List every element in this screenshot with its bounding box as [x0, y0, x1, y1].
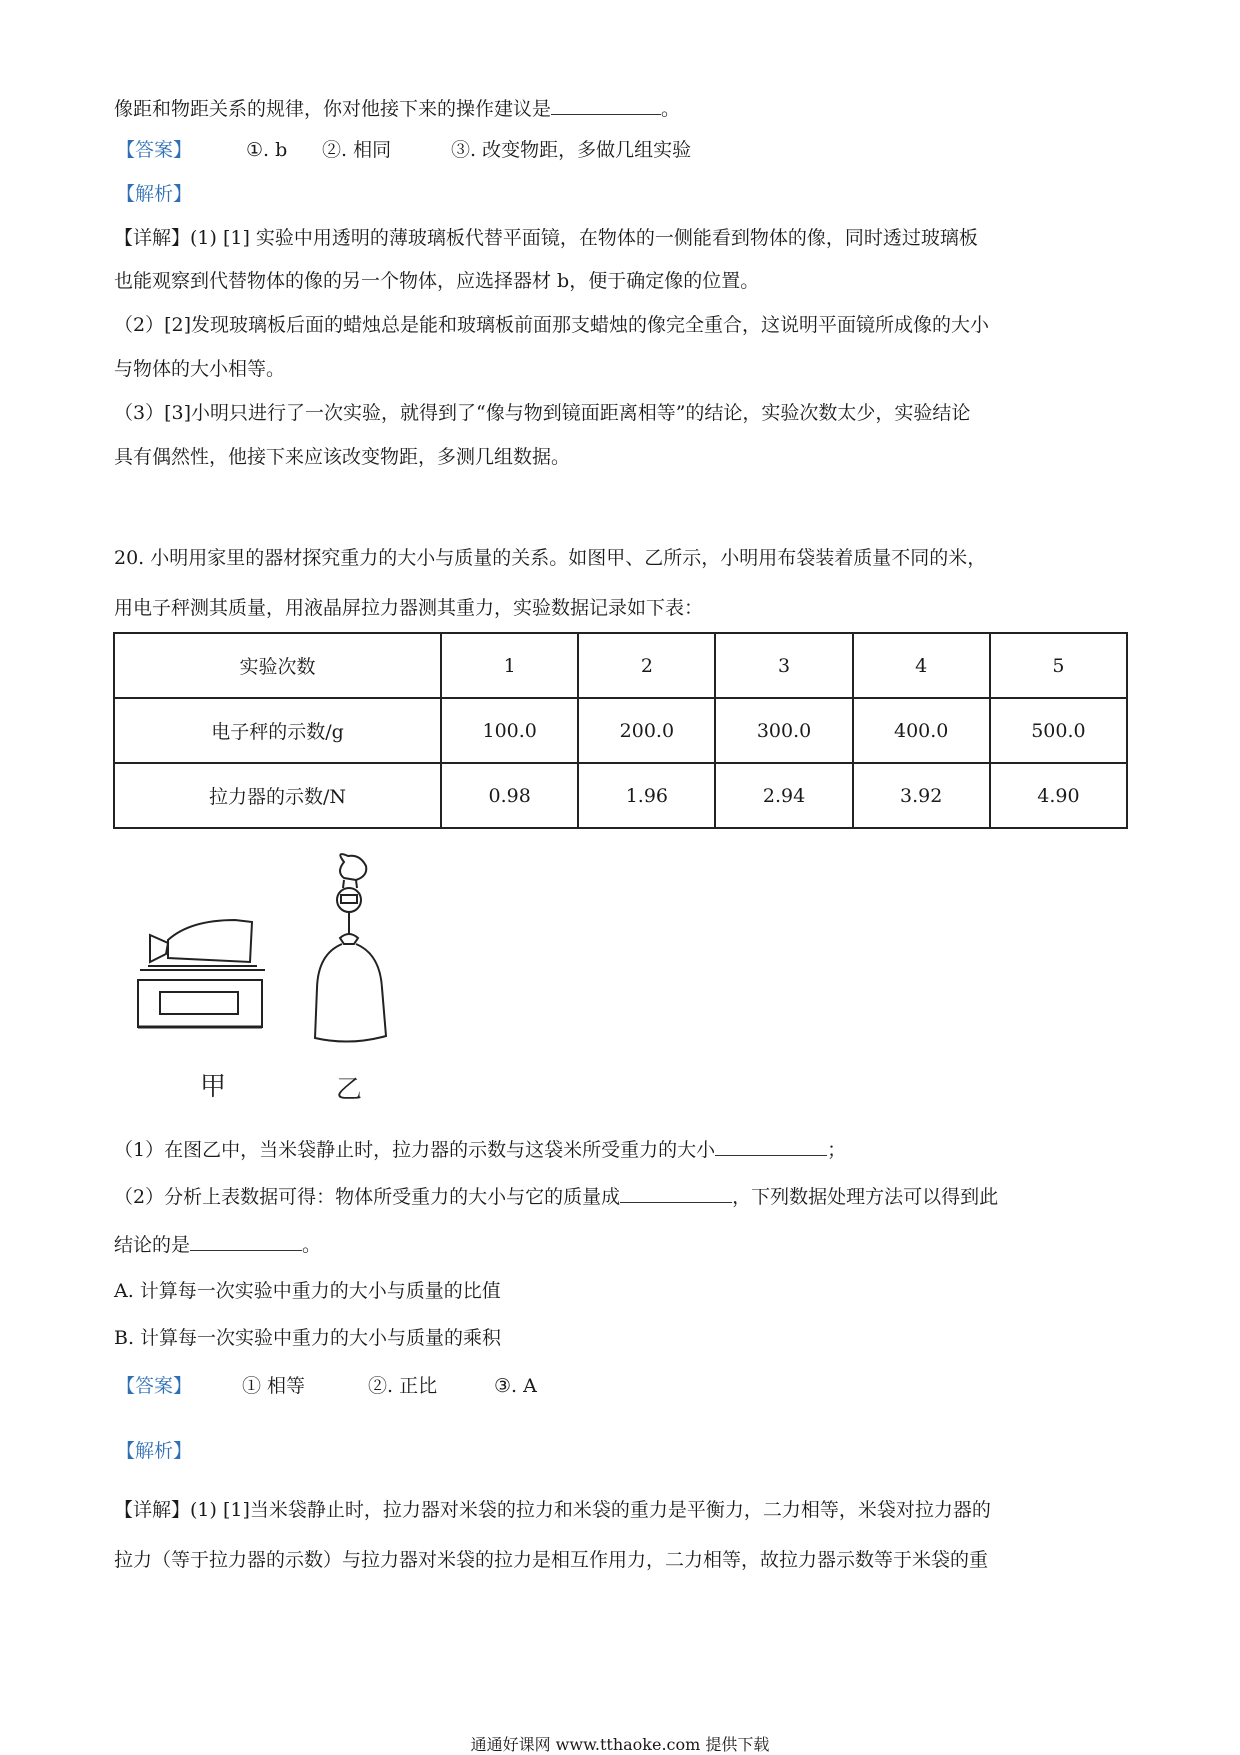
- table-cell: 100.0: [441, 698, 578, 763]
- analysis-label: 【解析】: [116, 1440, 193, 1462]
- question-part-2-cont: [114, 1230, 321, 1258]
- answer-item: ②. 相同: [322, 139, 392, 161]
- punctuation: 。: [661, 98, 681, 120]
- detail-text: 与物体的大小相等。: [114, 358, 286, 380]
- data-table: [113, 632, 1128, 829]
- figure-label-yi: 乙: [336, 1075, 363, 1105]
- question-text: 结论的是: [114, 1234, 191, 1256]
- question-text: （2）分析上表数据可得：物体所受重力的大小与它的质量成: [114, 1186, 621, 1208]
- answer-row: [116, 1373, 537, 1399]
- figure-label-jia: 甲: [200, 1072, 227, 1102]
- table-cell: 4.90: [990, 763, 1127, 828]
- table-cell: 400.0: [853, 698, 990, 763]
- experiment-figure: [130, 850, 400, 1115]
- detail-text: （2）[2]发现玻璃板后面的蜡烛总是能和玻璃板前面那支蜡烛的像完全重合，这说明平面镜所成像的大小: [114, 314, 990, 336]
- answer-blank: [715, 1135, 827, 1156]
- detail-text: 拉力（等于拉力器的示数）与拉力器对米袋的拉力是相互作用力，二力相等，故拉力器示数等于米袋的重: [114, 1549, 989, 1571]
- table-cell: 5: [990, 633, 1127, 698]
- table-cell: 实验次数: [114, 633, 441, 698]
- detail-text: （3）[3]小明只进行了一次实验，就得到了“像与物到镜面距离相等”的结论，实验次数太少，实验结论: [114, 402, 971, 424]
- option-a: A. 计算每一次实验中重力的大小与质量的比值: [114, 1280, 501, 1302]
- table-cell: 电子秤的示数/g: [114, 698, 441, 763]
- table-cell: 3.92: [853, 763, 990, 828]
- detail-text: 也能观察到代替物体的像的另一个物体，应选择器材 b，便于确定像的位置。: [114, 270, 760, 292]
- table-row: [114, 763, 1127, 828]
- answer-blank: [551, 94, 661, 115]
- table-cell: 2: [578, 633, 715, 698]
- detail-text: 具有偶然性，他接下来应该改变物距，多测几组数据。: [114, 446, 571, 468]
- detail-text: 【详解】(1) [1] 实验中用透明的薄玻璃板代替平面镜，在物体的一侧能看到物体的像，同时透过玻璃板: [114, 227, 978, 249]
- punctuation: ；: [827, 1139, 847, 1161]
- table-cell: 3: [715, 633, 852, 698]
- question-text: 用电子秤测其质量，用液晶屏拉力器测其重力，实验数据记录如下表：: [114, 597, 704, 619]
- analysis-label: 【解析】: [116, 183, 193, 205]
- table-cell: 200.0: [578, 698, 715, 763]
- table-row: [114, 698, 1127, 763]
- answer-item: ②. 正比: [368, 1375, 438, 1397]
- answer-item: ③. 改变物距，多做几组实验: [451, 139, 692, 161]
- answer-item: ③. A: [494, 1375, 537, 1397]
- table-cell: 0.98: [441, 763, 578, 828]
- text-line: [114, 94, 680, 122]
- answer-label: 【答案】: [116, 1375, 193, 1397]
- answer-row: [116, 137, 692, 163]
- table-cell: 500.0: [990, 698, 1127, 763]
- punctuation: 。: [302, 1234, 322, 1256]
- answer-item: ①. b: [246, 139, 288, 161]
- answer-blank: [190, 1230, 302, 1251]
- option-b: B. 计算每一次实验中重力的大小与质量的乘积: [114, 1327, 502, 1349]
- page-footer: 通通好课网 www.tthaoke.com 提供下载: [470, 1735, 770, 1754]
- table-cell: 300.0: [715, 698, 852, 763]
- answer-item: ① 相等: [242, 1375, 306, 1397]
- force-meter-with-bag-drawing: [315, 854, 386, 1042]
- answer-label: 【答案】: [116, 139, 193, 161]
- question-text: ，下列数据处理方法可以得到此: [732, 1186, 999, 1208]
- table-cell: 1.96: [578, 763, 715, 828]
- table-cell: 拉力器的示数/N: [114, 763, 441, 828]
- table-cell: 2.94: [715, 763, 852, 828]
- question-text: 20. 小明用家里的器材探究重力的大小与质量的关系。如图甲、乙所示，小明用布袋装着质量不同的米，: [114, 547, 987, 569]
- table-cell: 4: [853, 633, 990, 698]
- question-text: 像距和物距关系的规律，你对他接下来的操作建议是: [114, 98, 552, 120]
- question-text: （1）在图乙中，当米袋静止时，拉力器的示数与这袋米所受重力的大小: [114, 1139, 716, 1161]
- question-part-1: [114, 1135, 846, 1163]
- detail-text: 【详解】(1) [1]当米袋静止时，拉力器对米袋的拉力和米袋的重力是平衡力，二力相等，米袋对拉力器的: [114, 1499, 991, 1521]
- question-part-2: [114, 1182, 998, 1210]
- answer-blank: [620, 1182, 732, 1203]
- scale-with-bag-drawing: [138, 920, 265, 1027]
- table-header-row: [114, 633, 1127, 698]
- table-cell: 1: [441, 633, 578, 698]
